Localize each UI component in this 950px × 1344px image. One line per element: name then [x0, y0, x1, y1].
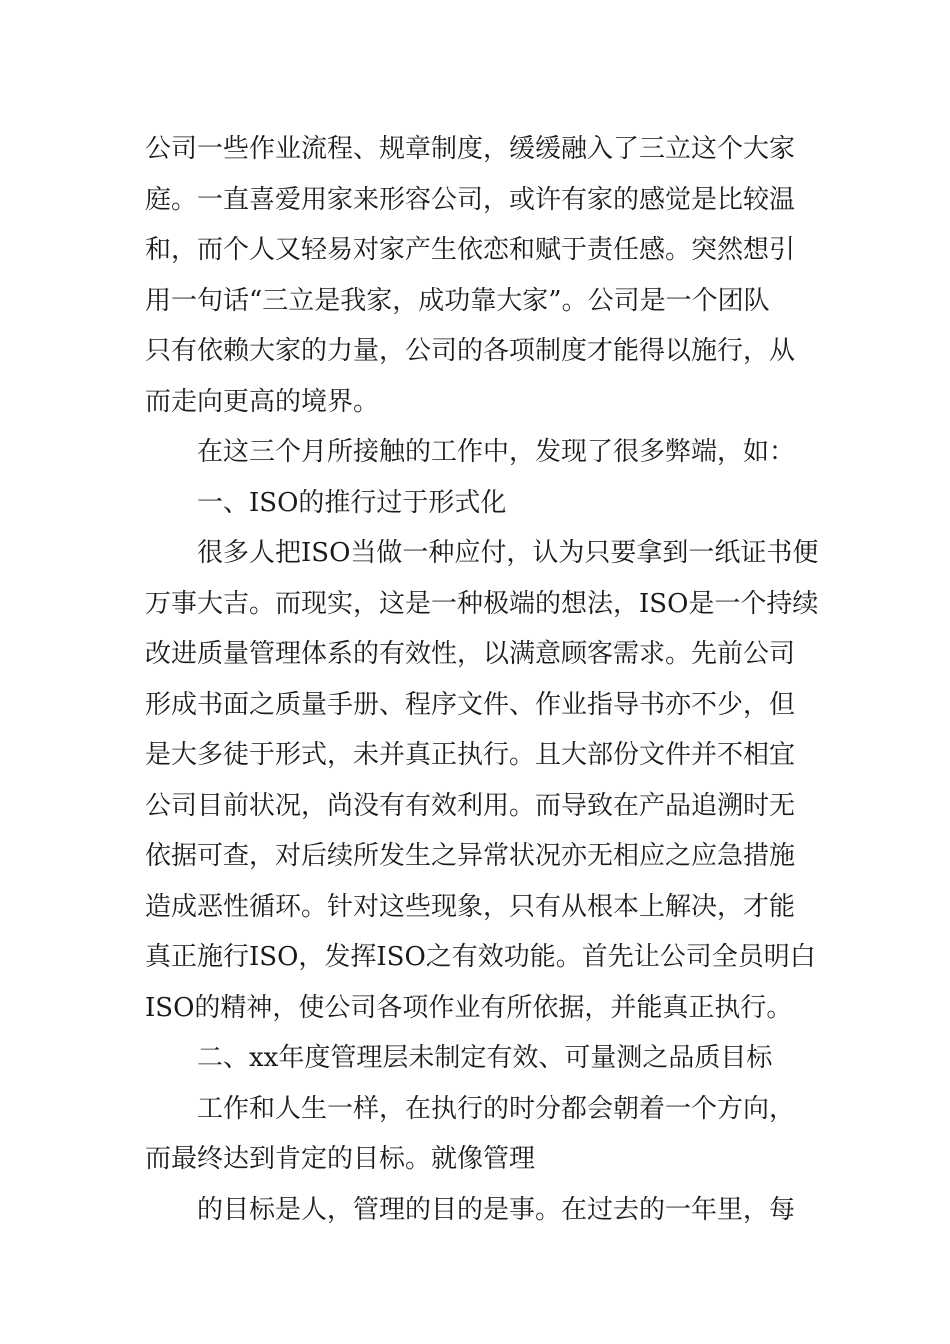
- text-line: 的目标是人，管理的目的是事。在过去的一年里，每: [197, 1194, 796, 1225]
- text-line: 工作和人生一样，在执行的时分都会朝着一个方向，: [197, 1093, 796, 1124]
- text-line: 公司目前状况，尚没有有效利用。而导致在产品追溯时无: [145, 790, 796, 821]
- text-line: 公司一些作业流程、规章制度，缓缓融入了三立这个大家: [145, 134, 796, 164]
- text-line: 用一句话“三立是我家，成功靠大家”。公司是一个团队: [145, 285, 770, 316]
- text-line: 改进质量管理体系的有效性，以满意顾客需求。先前公司: [145, 639, 796, 669]
- text-line: 很多人把ISO当做一种应付，认为只要拿到一纸证书便: [197, 538, 819, 568]
- text-line: 只有依赖大家的力量，公司的各项制度才能得以施行，从: [145, 336, 796, 366]
- body-text: [145, 124, 819, 1235]
- text-line: 庭。一直喜爱用家来形容公司，或许有家的感觉是比较温: [145, 184, 796, 215]
- text-line: ISO的精神，使公司各项作业有所依据，并能真正执行。: [145, 992, 793, 1023]
- text-line: 真正施行ISO，发挥ISO之有效功能。首先让公司全员明白: [145, 942, 816, 972]
- text-line: 和，而个人又轻易对家产生依恋和赋于责任感。突然想引: [145, 235, 796, 265]
- text-line: 是大多徒于形式，未并真正执行。且大部份文件并不相宜: [145, 740, 796, 770]
- section-heading-1: 一、ISO的推行过于形式化: [197, 487, 507, 518]
- text-line: 万事大吉。而现实，这是一种极端的想法，ISO是一个持续: [145, 588, 819, 619]
- text-line: 而最终达到肯定的目标。就像管理: [145, 1144, 536, 1174]
- text-line: 造成恶性循环。针对这些现象，只有从根本上解决，才能: [145, 891, 796, 922]
- paragraph-intro-line: 在这三个月所接触的工作中，发现了很多弊端，如：: [197, 437, 796, 467]
- section-heading-2: 二、xx年度管理层未制定有效、可量测之品质目标: [197, 1043, 773, 1073]
- text-line: 形成书面之质量手册、程序文件、作业指导书亦不少，但: [145, 689, 796, 720]
- text-line: 而走向更高的境界。: [145, 386, 380, 417]
- text-line: 依据可查，对后续所发生之异常状况亦无相应之应急措施: [145, 841, 796, 871]
